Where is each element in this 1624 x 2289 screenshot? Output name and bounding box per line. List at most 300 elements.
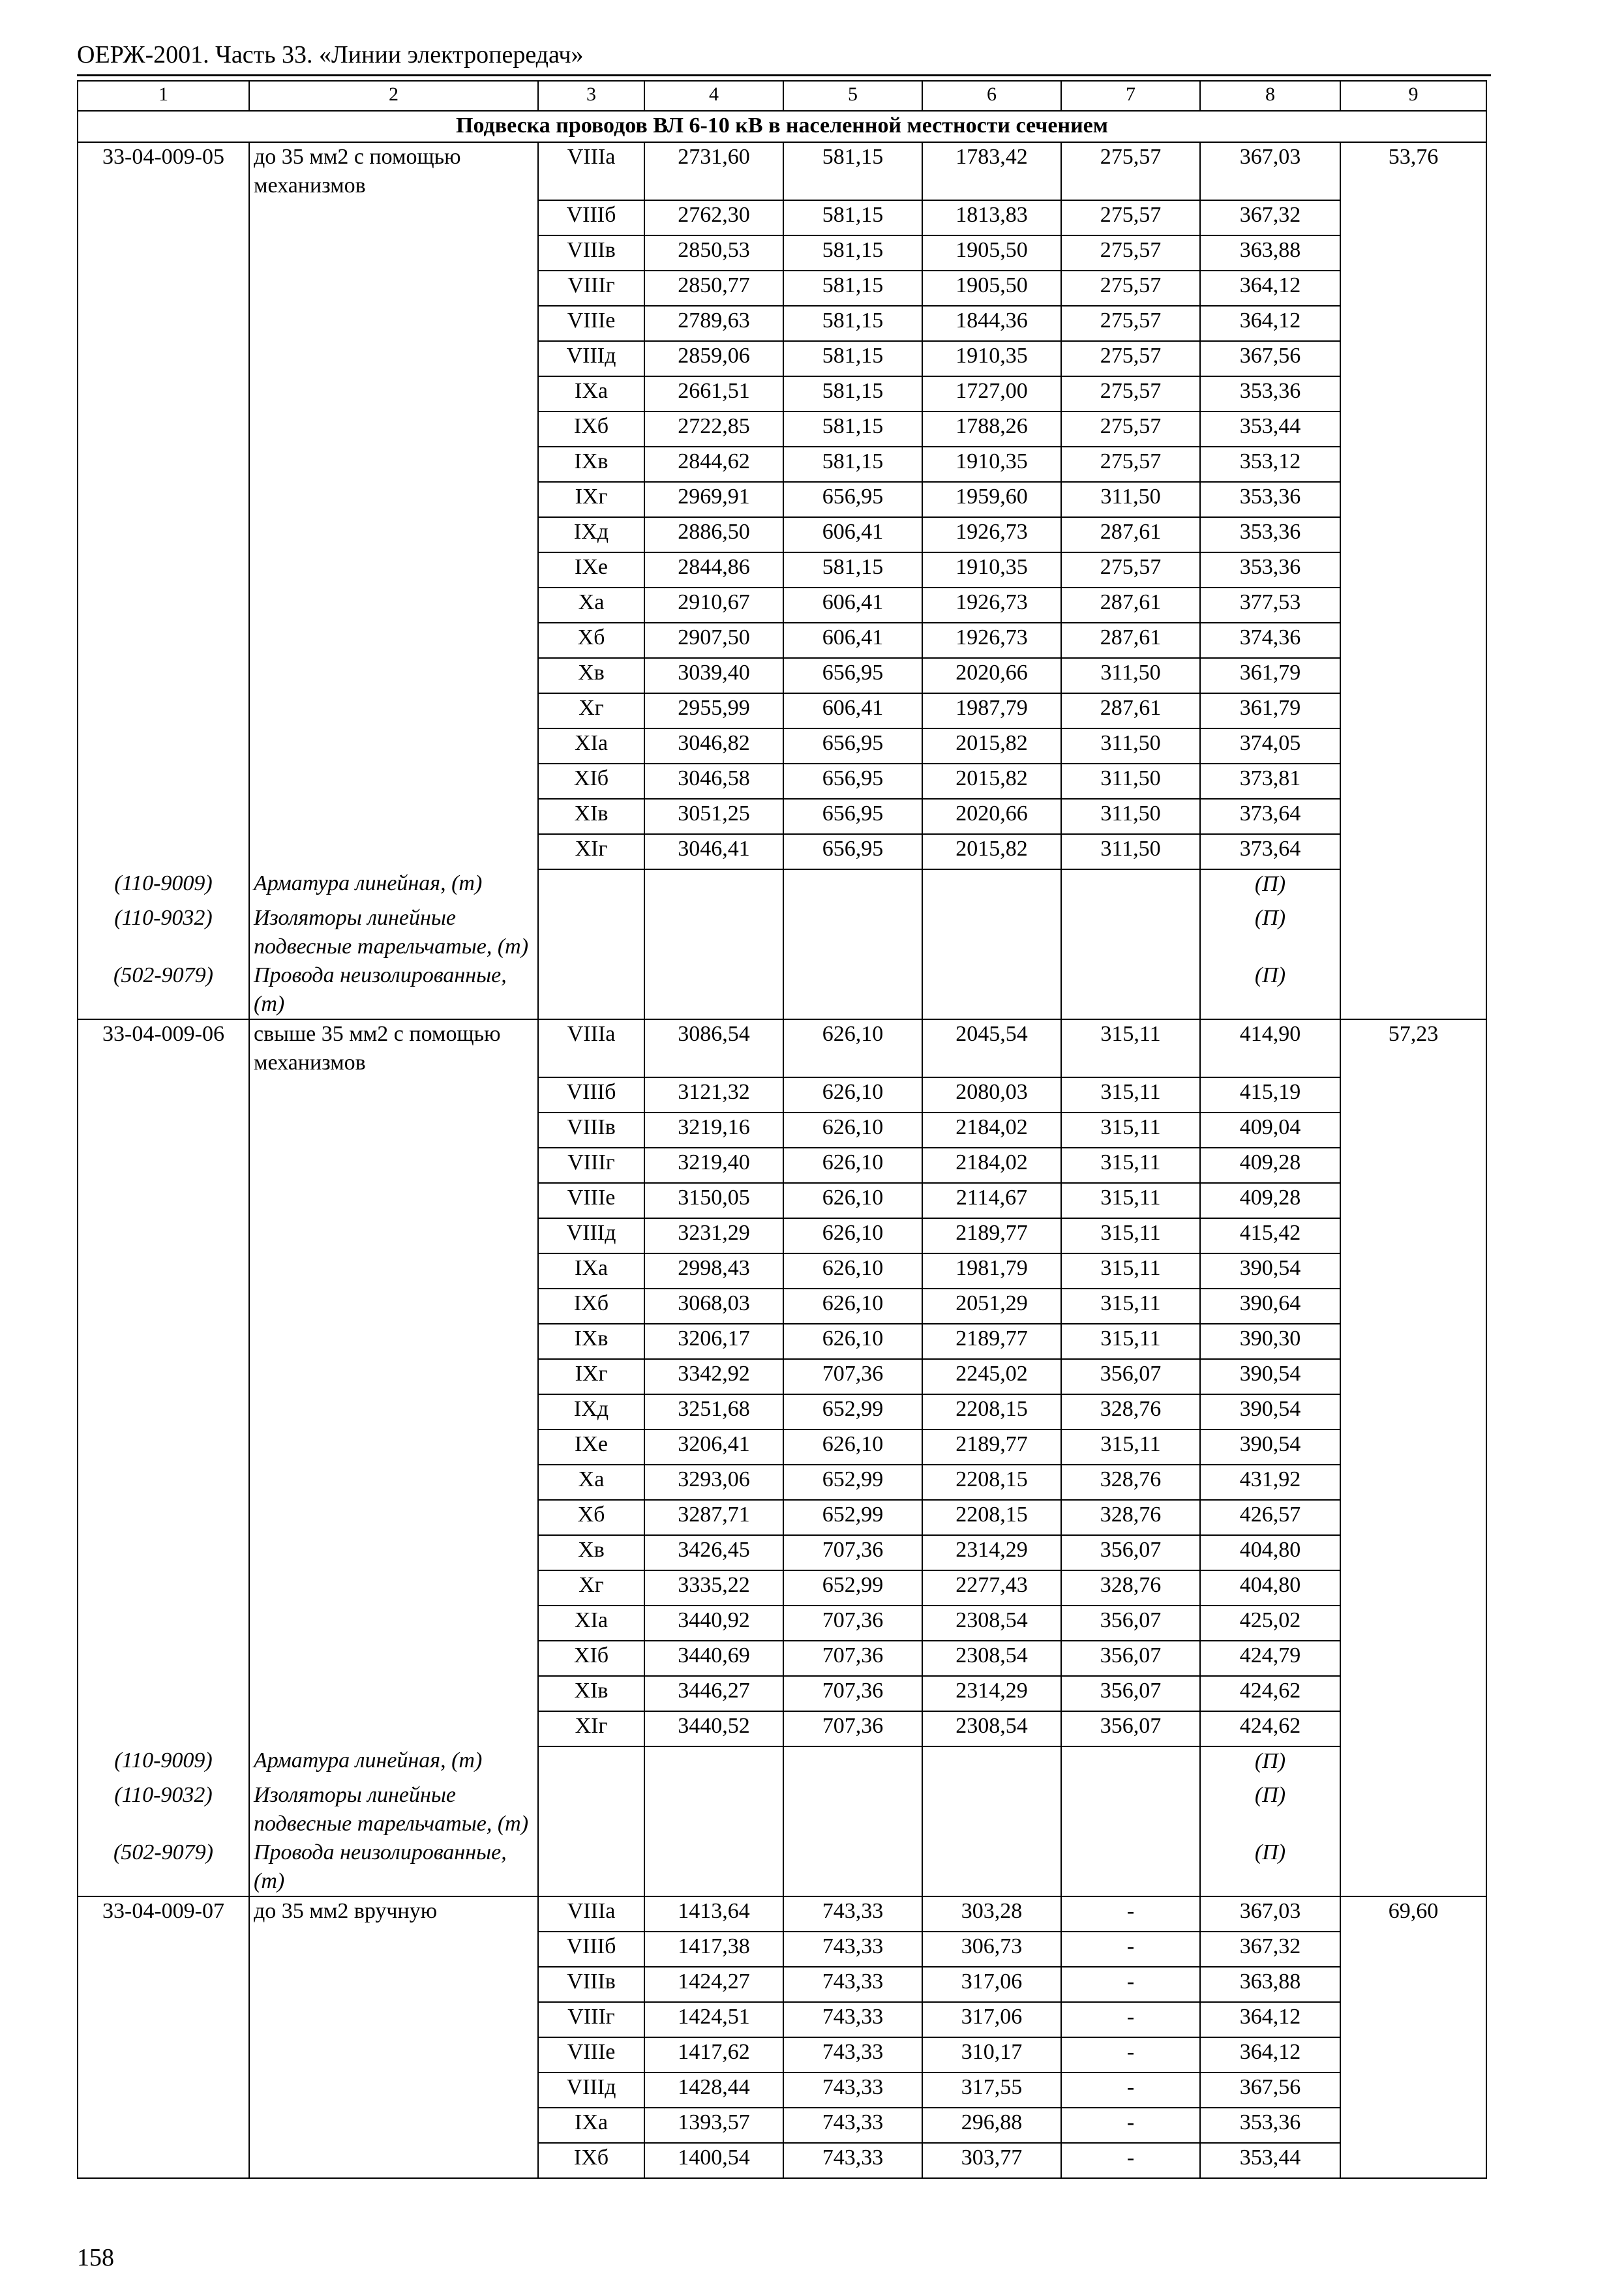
empty-cell (78, 1359, 249, 1394)
resource-row (78, 1746, 1486, 1781)
value-cell: 2850,53 (644, 235, 783, 271)
page-header: ОЕРЖ-2001. Часть 33. «Линии электропередач» (77, 41, 584, 68)
value-cell: 353,36 (1200, 376, 1340, 411)
value-cell: 3206,17 (644, 1324, 783, 1359)
value-cell: 311,50 (1061, 728, 1200, 764)
empty-cell (538, 1838, 644, 1896)
zone-code: IXа (538, 376, 644, 411)
value-cell: 1981,79 (922, 1253, 1061, 1289)
value-cell: 2969,91 (644, 482, 783, 517)
resource-name: Арматура линейная, (т) (249, 869, 538, 904)
table-row (78, 271, 1486, 306)
value-cell: 1844,36 (922, 306, 1061, 341)
value-cell: 656,95 (783, 658, 922, 693)
empty-cell (249, 1113, 538, 1148)
value-cell: 626,10 (783, 1183, 922, 1218)
table-row (78, 799, 1486, 834)
zone-code: VIIIв (538, 235, 644, 271)
empty-cell (249, 693, 538, 728)
value-cell: 1783,42 (922, 142, 1061, 200)
value-cell: 626,10 (783, 1289, 922, 1324)
empty-cell (249, 1967, 538, 2002)
zone-code: XIг (538, 1711, 644, 1746)
value-cell: 415,19 (1200, 1077, 1340, 1113)
value-cell: 1428,44 (644, 2072, 783, 2108)
value-cell: 303,77 (922, 2143, 1061, 2178)
table-row (78, 2002, 1486, 2037)
value-cell: 2184,02 (922, 1113, 1061, 1148)
empty-cell (249, 2072, 538, 2108)
value-cell: 306,73 (922, 1932, 1061, 1967)
zone-code: XIв (538, 799, 644, 834)
empty-cell (78, 1148, 249, 1183)
value-cell: 707,36 (783, 1606, 922, 1641)
value-cell: 2308,54 (922, 1641, 1061, 1676)
value-cell: 328,76 (1061, 1500, 1200, 1535)
value-cell: 2015,82 (922, 834, 1061, 869)
table-row (78, 1641, 1486, 1676)
empty-cell (538, 1746, 644, 1781)
empty-cell (644, 1746, 783, 1781)
value-cell: 3440,52 (644, 1711, 783, 1746)
resource-value: (П) (1200, 904, 1340, 961)
empty-cell (249, 2002, 538, 2037)
table-row (78, 1077, 1486, 1113)
value-cell: 317,06 (922, 2002, 1061, 2037)
value-cell: 367,56 (1200, 341, 1340, 376)
zone-code: VIIIд (538, 1218, 644, 1253)
resource-row (78, 961, 1486, 1019)
empty-cell (249, 306, 538, 341)
empty-cell (78, 693, 249, 728)
value-cell: 626,10 (783, 1253, 922, 1289)
value-cell: 374,05 (1200, 728, 1340, 764)
value-cell: 2189,77 (922, 1324, 1061, 1359)
column-number: 1 (78, 81, 249, 111)
empty-cell (78, 1324, 249, 1359)
table-row (78, 2072, 1486, 2108)
column-number: 6 (922, 81, 1061, 111)
value-cell: 409,28 (1200, 1148, 1340, 1183)
zone-code: VIIIе (538, 2037, 644, 2072)
zone-code: IXа (538, 2108, 644, 2143)
empty-cell (249, 728, 538, 764)
column-number: 3 (538, 81, 644, 111)
resource-code: (502-9079) (78, 1838, 249, 1896)
value-cell: 356,07 (1061, 1535, 1200, 1570)
zone-code: XIа (538, 1606, 644, 1641)
value-cell: 3219,40 (644, 1148, 783, 1183)
empty-cell (249, 1570, 538, 1606)
value-cell: 373,64 (1200, 799, 1340, 834)
value-cell: 364,12 (1200, 271, 1340, 306)
table-row (78, 1289, 1486, 1324)
column-number: 8 (1200, 81, 1340, 111)
empty-cell (1061, 1746, 1200, 1781)
value-cell: 626,10 (783, 1113, 922, 1148)
zone-code: Xа (538, 1465, 644, 1500)
value-cell: 414,90 (1200, 1019, 1340, 1077)
table-row (78, 376, 1486, 411)
value-cell: 328,76 (1061, 1465, 1200, 1500)
value-cell: 353,44 (1200, 2143, 1340, 2178)
table-row (78, 1429, 1486, 1465)
value-cell: 390,54 (1200, 1429, 1340, 1465)
value-cell: 303,28 (922, 1896, 1061, 1932)
empty-cell (78, 447, 249, 482)
value-cell: 275,57 (1061, 271, 1200, 306)
value-cell: 1417,62 (644, 2037, 783, 2072)
value-cell: 317,55 (922, 2072, 1061, 2108)
value-cell: 2020,66 (922, 799, 1061, 834)
value-cell: 2277,43 (922, 1570, 1061, 1606)
value-cell: 328,76 (1061, 1570, 1200, 1606)
empty-cell (78, 2037, 249, 2072)
value-cell: - (1061, 2108, 1200, 2143)
value-cell: 606,41 (783, 588, 922, 623)
value-cell: 311,50 (1061, 799, 1200, 834)
table-row (78, 1148, 1486, 1183)
zone-code: XIв (538, 1676, 644, 1711)
value-cell: 3121,32 (644, 1077, 783, 1113)
value-cell: 652,99 (783, 1394, 922, 1429)
rate-code: 33-04-009-07 (78, 1896, 249, 1932)
empty-cell (249, 1253, 538, 1289)
value-cell: 3039,40 (644, 658, 783, 693)
table-row (78, 1535, 1486, 1570)
value-cell: 315,11 (1061, 1113, 1200, 1148)
zone-code: VIIIв (538, 1113, 644, 1148)
value-cell: 2045,54 (922, 1019, 1061, 1077)
value-cell: 311,50 (1061, 658, 1200, 693)
value-cell: 424,62 (1200, 1676, 1340, 1711)
empty-cell (538, 1781, 644, 1838)
table-row (78, 235, 1486, 271)
value-cell: 606,41 (783, 693, 922, 728)
value-cell: 364,12 (1200, 306, 1340, 341)
empty-cell (78, 1500, 249, 1535)
value-cell: 581,15 (783, 306, 922, 341)
value-cell: 1959,60 (922, 482, 1061, 517)
zone-code: IXе (538, 552, 644, 588)
value-cell: 296,88 (922, 2108, 1061, 2143)
empty-cell (249, 1932, 538, 1967)
empty-cell (249, 341, 538, 376)
empty-cell (644, 904, 783, 961)
value-cell: 1813,83 (922, 200, 1061, 235)
empty-cell (783, 1838, 922, 1896)
empty-cell (78, 1967, 249, 2002)
rates-table (77, 80, 1487, 2179)
value-cell: 743,33 (783, 1932, 922, 1967)
table-row (78, 1711, 1486, 1746)
zone-code: VIIIг (538, 271, 644, 306)
value-cell: 2189,77 (922, 1429, 1061, 1465)
empty-cell (78, 1606, 249, 1641)
resource-code: (110-9032) (78, 1781, 249, 1838)
labor-value: 69,60 (1340, 1896, 1486, 2178)
zone-code: IXб (538, 1289, 644, 1324)
value-cell: 3206,41 (644, 1429, 783, 1465)
value-cell: 626,10 (783, 1429, 922, 1465)
empty-cell (922, 869, 1061, 904)
value-cell: 652,99 (783, 1500, 922, 1535)
value-cell: 287,61 (1061, 517, 1200, 552)
table-row (78, 1253, 1486, 1289)
value-cell: 2080,03 (922, 1077, 1061, 1113)
value-cell: 356,07 (1061, 1359, 1200, 1394)
table-row (78, 1932, 1486, 1967)
value-cell: 626,10 (783, 1218, 922, 1253)
value-cell: - (1061, 2072, 1200, 2108)
value-cell: 363,88 (1200, 235, 1340, 271)
value-cell: 743,33 (783, 2037, 922, 2072)
value-cell: 2844,62 (644, 447, 783, 482)
table-row (78, 482, 1486, 517)
value-cell: 581,15 (783, 411, 922, 447)
empty-cell (249, 1429, 538, 1465)
zone-code: XIб (538, 1641, 644, 1676)
empty-cell (249, 1676, 538, 1711)
value-cell: 367,32 (1200, 200, 1340, 235)
value-cell: 2910,67 (644, 588, 783, 623)
empty-cell (783, 904, 922, 961)
table-row (78, 552, 1486, 588)
value-cell: 1987,79 (922, 693, 1061, 728)
value-cell: 2314,29 (922, 1676, 1061, 1711)
zone-code: VIIIб (538, 1932, 644, 1967)
value-cell: 3150,05 (644, 1183, 783, 1218)
empty-cell (78, 658, 249, 693)
value-cell: 367,03 (1200, 142, 1340, 200)
table-row (78, 1113, 1486, 1148)
empty-cell (78, 1077, 249, 1113)
value-cell: 2850,77 (644, 271, 783, 306)
value-cell: 275,57 (1061, 552, 1200, 588)
value-cell: 287,61 (1061, 693, 1200, 728)
value-cell: 424,62 (1200, 1711, 1340, 1746)
empty-cell (78, 1932, 249, 1967)
empty-cell (78, 1570, 249, 1606)
value-cell: 390,54 (1200, 1253, 1340, 1289)
empty-cell (78, 764, 249, 799)
empty-cell (78, 588, 249, 623)
zone-code: IXд (538, 1394, 644, 1429)
value-cell: 374,36 (1200, 623, 1340, 658)
value-cell: 3068,03 (644, 1289, 783, 1324)
value-cell: 656,95 (783, 482, 922, 517)
value-cell: 626,10 (783, 1324, 922, 1359)
value-cell: 3335,22 (644, 1570, 783, 1606)
value-cell: - (1061, 1896, 1200, 1932)
value-cell: 353,36 (1200, 482, 1340, 517)
empty-cell (78, 341, 249, 376)
empty-cell (78, 411, 249, 447)
zone-code: Xб (538, 623, 644, 658)
empty-cell (249, 1641, 538, 1676)
value-cell: 353,36 (1200, 2108, 1340, 2143)
table-row (78, 411, 1486, 447)
value-cell: 1910,35 (922, 447, 1061, 482)
value-cell: 2051,29 (922, 1289, 1061, 1324)
value-cell: 606,41 (783, 517, 922, 552)
value-cell: 3086,54 (644, 1019, 783, 1077)
value-cell: 2114,67 (922, 1183, 1061, 1218)
value-cell: 656,95 (783, 834, 922, 869)
value-cell: 2308,54 (922, 1606, 1061, 1641)
table-row (78, 1606, 1486, 1641)
empty-cell (1061, 1781, 1200, 1838)
value-cell: 367,56 (1200, 2072, 1340, 2108)
empty-cell (249, 764, 538, 799)
value-cell: 425,02 (1200, 1606, 1340, 1641)
value-cell: 361,79 (1200, 658, 1340, 693)
value-cell: 3046,82 (644, 728, 783, 764)
value-cell: 2859,06 (644, 341, 783, 376)
table-row (78, 1324, 1486, 1359)
value-cell: 2314,29 (922, 1535, 1061, 1570)
table-row (78, 1465, 1486, 1500)
table-row (78, 658, 1486, 693)
value-cell: 3440,92 (644, 1606, 783, 1641)
labor-value: 53,76 (1340, 142, 1486, 1019)
table-row (78, 693, 1486, 728)
table-row (78, 1218, 1486, 1253)
value-cell: 364,12 (1200, 2002, 1340, 2037)
rate-description: до 35 мм2 с помощью механизмов (249, 142, 538, 200)
column-number: 2 (249, 81, 538, 111)
value-cell: 356,07 (1061, 1641, 1200, 1676)
value-cell: 315,11 (1061, 1077, 1200, 1113)
empty-cell (249, 200, 538, 235)
value-cell: 353,36 (1200, 517, 1340, 552)
value-cell: 390,54 (1200, 1359, 1340, 1394)
empty-cell (78, 306, 249, 341)
value-cell: 426,57 (1200, 1500, 1340, 1535)
empty-cell (249, 1359, 538, 1394)
empty-cell (249, 1711, 538, 1746)
empty-cell (249, 447, 538, 482)
empty-cell (922, 904, 1061, 961)
resource-value: (П) (1200, 1781, 1340, 1838)
value-cell: 1400,54 (644, 2143, 783, 2178)
empty-cell (783, 961, 922, 1019)
value-cell: 652,99 (783, 1570, 922, 1606)
empty-cell (249, 2143, 538, 2178)
empty-cell (78, 271, 249, 306)
empty-cell (922, 961, 1061, 1019)
value-cell: 656,95 (783, 728, 922, 764)
resource-value: (П) (1200, 961, 1340, 1019)
empty-cell (78, 1676, 249, 1711)
column-number: 5 (783, 81, 922, 111)
empty-cell (922, 1781, 1061, 1838)
value-cell: 2308,54 (922, 1711, 1061, 1746)
value-cell: 1926,73 (922, 588, 1061, 623)
zone-code: IXб (538, 2143, 644, 2178)
zone-code: VIIIе (538, 306, 644, 341)
value-cell: 1413,64 (644, 1896, 783, 1932)
value-cell: 1417,38 (644, 1932, 783, 1967)
empty-cell (783, 1781, 922, 1838)
value-cell: 364,12 (1200, 2037, 1340, 2072)
value-cell: 353,12 (1200, 447, 1340, 482)
value-cell: - (1061, 1967, 1200, 2002)
table-row (78, 728, 1486, 764)
zone-code: IXб (538, 411, 644, 447)
value-cell: 424,79 (1200, 1641, 1340, 1676)
value-cell: 1424,51 (644, 2002, 783, 2037)
empty-cell (78, 1218, 249, 1253)
empty-cell (249, 1289, 538, 1324)
value-cell: 3046,41 (644, 834, 783, 869)
zone-code: IXв (538, 447, 644, 482)
value-cell: 315,11 (1061, 1183, 1200, 1218)
zone-code: VIIIа (538, 1896, 644, 1932)
value-cell: 1424,27 (644, 1967, 783, 2002)
resource-value: (П) (1200, 1838, 1340, 1896)
zone-code: VIIIб (538, 200, 644, 235)
value-cell: 315,11 (1061, 1289, 1200, 1324)
value-cell: 2184,02 (922, 1148, 1061, 1183)
value-cell: 2722,85 (644, 411, 783, 447)
empty-cell (78, 2108, 249, 2143)
resource-name: Провода неизолированные, (т) (249, 961, 538, 1019)
value-cell: 743,33 (783, 2108, 922, 2143)
empty-cell (783, 869, 922, 904)
value-cell: - (1061, 2143, 1200, 2178)
value-cell: 707,36 (783, 1676, 922, 1711)
value-cell: 743,33 (783, 2072, 922, 2108)
value-cell: - (1061, 2002, 1200, 2037)
empty-cell (78, 235, 249, 271)
zone-code: VIIIб (538, 1077, 644, 1113)
empty-cell (249, 658, 538, 693)
rate-code: 33-04-009-05 (78, 142, 249, 200)
zone-code: Xа (538, 588, 644, 623)
value-cell: 315,11 (1061, 1324, 1200, 1359)
value-cell: 275,57 (1061, 306, 1200, 341)
value-cell: - (1061, 2037, 1200, 2072)
page-number: 158 (77, 2244, 114, 2271)
resource-name: Провода неизолированные, (т) (249, 1838, 538, 1896)
empty-cell (249, 482, 538, 517)
value-cell: 409,04 (1200, 1113, 1340, 1148)
empty-cell (78, 1289, 249, 1324)
section-title-row (78, 111, 1486, 142)
value-cell: 275,57 (1061, 200, 1200, 235)
resource-name: Арматура линейная, (т) (249, 1746, 538, 1781)
value-cell: 1910,35 (922, 552, 1061, 588)
zone-code: IXг (538, 1359, 644, 1394)
empty-cell (78, 552, 249, 588)
value-cell: 743,33 (783, 2002, 922, 2037)
empty-cell (78, 200, 249, 235)
empty-cell (78, 2072, 249, 2108)
zone-code: Xг (538, 1570, 644, 1606)
value-cell: 581,15 (783, 447, 922, 482)
value-cell: 1926,73 (922, 623, 1061, 658)
value-cell: 581,15 (783, 200, 922, 235)
empty-cell (78, 1711, 249, 1746)
value-cell: 2886,50 (644, 517, 783, 552)
column-number-row (78, 81, 1486, 111)
value-cell: 1393,57 (644, 2108, 783, 2143)
value-cell: 311,50 (1061, 834, 1200, 869)
value-cell: 3446,27 (644, 1676, 783, 1711)
value-cell: 743,33 (783, 1896, 922, 1932)
zone-code: IXе (538, 1429, 644, 1465)
